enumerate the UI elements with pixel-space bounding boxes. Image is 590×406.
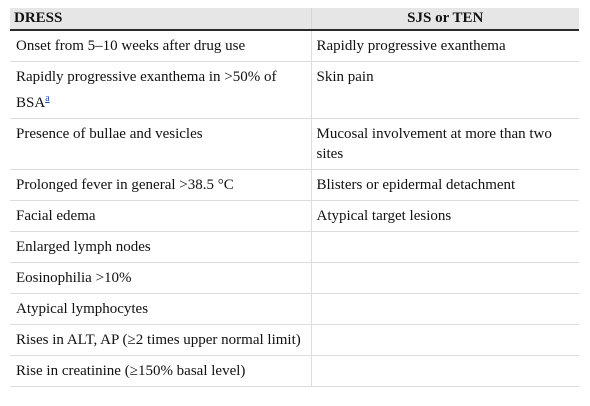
dress-criterion: Prolonged fever in general >38.5 °C	[10, 170, 311, 201]
dress-criterion: Onset from 5–10 weeks after drug use	[10, 30, 311, 62]
sjs-ten-criterion-empty	[311, 232, 579, 263]
dress-criterion: Facial edema	[10, 201, 311, 232]
table-row	[10, 119, 579, 170]
comparison-table-wrapper	[10, 8, 579, 387]
table-row	[10, 294, 579, 325]
sjs-ten-criterion: Mucosal involvement at more than two sites	[311, 119, 579, 170]
dress-criterion-text: Rapidly progressive exanthema in >50% of BSA	[16, 69, 277, 111]
dress-criterion: Presence of bullae and vesicles	[10, 119, 311, 170]
sjs-ten-criterion: Rapidly progressive exanthema	[311, 30, 579, 62]
sjs-ten-criterion-empty	[311, 356, 579, 387]
sjs-ten-criterion-empty	[311, 263, 579, 294]
table-row	[10, 356, 579, 387]
table-row	[10, 62, 579, 119]
table-row	[10, 201, 579, 232]
footnote-link[interactable]: a	[45, 93, 50, 104]
table-row	[10, 325, 579, 356]
table-header-row	[10, 8, 579, 30]
sjs-ten-criterion: Atypical target lesions	[311, 201, 579, 232]
header-sjs-ten: SJS or TEN	[311, 8, 579, 30]
dress-criterion: Rise in creatinine (≥150% basal level)	[10, 356, 311, 387]
sjs-ten-criterion: Blisters or epidermal detachment	[311, 170, 579, 201]
dress-vs-sjs-ten-table	[10, 8, 579, 387]
dress-criterion: Enlarged lymph nodes	[10, 232, 311, 263]
sjs-ten-criterion-empty	[311, 325, 579, 356]
sjs-ten-criterion: Skin pain	[311, 62, 579, 119]
dress-criterion: Eosinophilia >10%	[10, 263, 311, 294]
table-row	[10, 30, 579, 62]
header-dress: DRESS	[10, 8, 311, 30]
table-row	[10, 263, 579, 294]
table-row	[10, 232, 579, 263]
dress-criterion: Atypical lymphocytes	[10, 294, 311, 325]
table-row	[10, 170, 579, 201]
dress-criterion: Rises in ALT, AP (≥2 times upper normal limit)	[10, 325, 311, 356]
sjs-ten-criterion-empty	[311, 294, 579, 325]
dress-criterion	[10, 62, 311, 119]
